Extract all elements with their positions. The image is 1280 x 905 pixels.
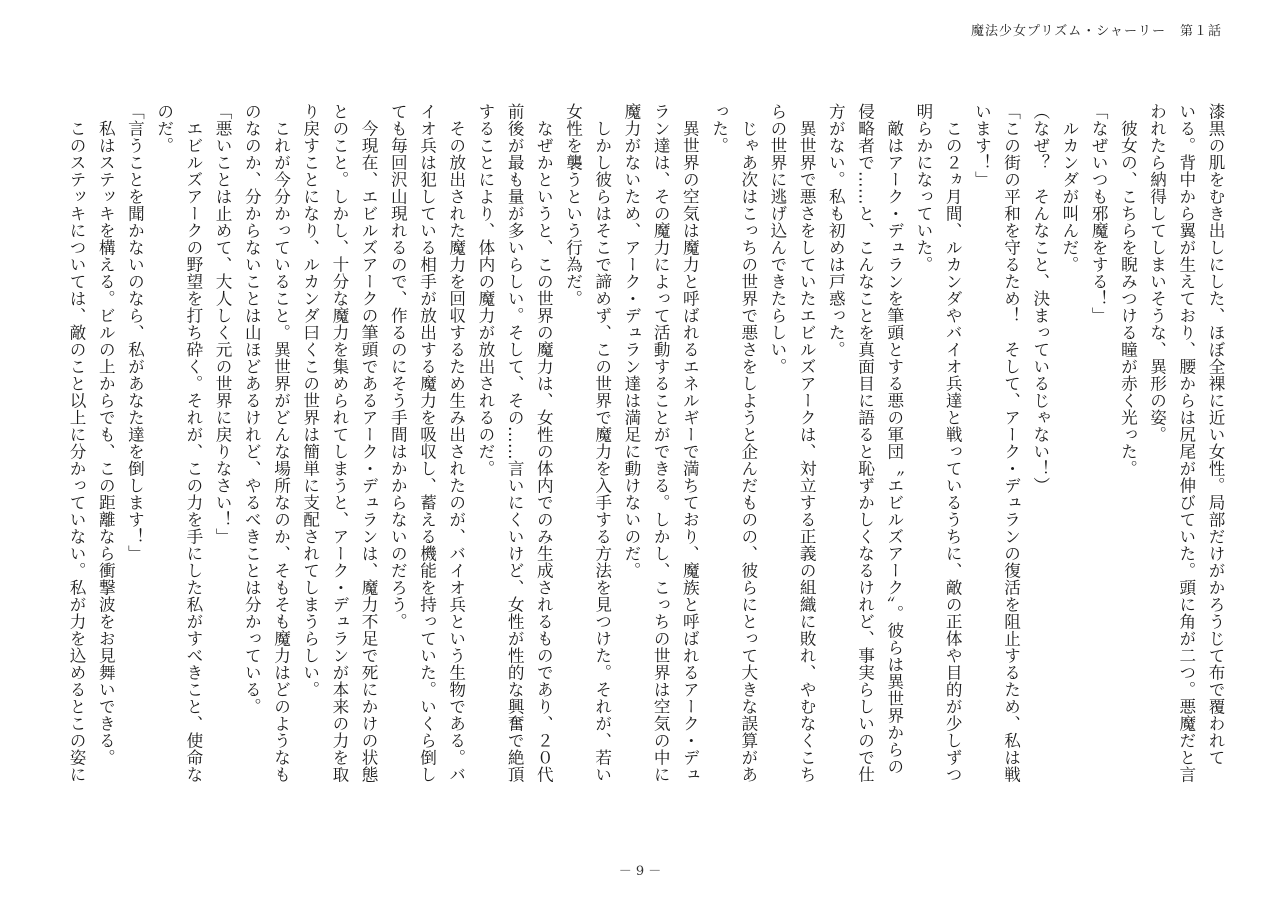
text-line: ルカンダが叫んだ。 bbox=[1059, 103, 1079, 273]
text-line: することにより、体内の魔力が放出されるのだ。 bbox=[475, 103, 495, 477]
text-line: 敵はアーク・デュランを筆頭とする悪の軍団〝エビルズアーク〟。彼らは異世界からの bbox=[884, 103, 904, 775]
text-line: り戻すことになり、ルカンダ曰くこの世界は簡単に支配されてしまうらしい。 bbox=[300, 103, 320, 698]
text-line: 「なぜいつも邪魔をする！」 bbox=[1089, 103, 1109, 324]
text-line: なぜかというと、この世界の魔力は、女性の体内でのみ生成されるものであり、２０代 bbox=[534, 103, 554, 783]
text-line: この２ヵ月間、ルカンダやバイオ兵達と戦っているうちに、敵の正体や目的が少しずつ bbox=[943, 103, 963, 783]
text-line: 異世界の空気は魔力と呼ばれるエネルギーで満ちており、魔族と呼ばれるアーク・デュ bbox=[680, 103, 700, 783]
text-line: しかし彼らはそこで諦めず、この世界で魔力を入手する方法を見つけた。それが、若い bbox=[592, 103, 612, 783]
vertical-body-text bbox=[50, 103, 1230, 803]
text-line: 女性を襲うという行為だ。 bbox=[563, 103, 583, 307]
text-line: 私はステッキを構える。ビルの上からでも、この距離なら衝撃波をお見舞いできる。 bbox=[96, 103, 116, 766]
text-line: 前後が最も量が多いらしい。そして、その……言いにくいけど、女性が性的な興奮で絶頂 bbox=[505, 103, 525, 783]
text-line: このステッキについては、敵のこと以上に分かっていない。私が力を込めるとこの姿に bbox=[67, 103, 87, 783]
running-header bbox=[971, 20, 1222, 39]
text-line: 漆黒の肌をむき出しにした、ほぼ全裸に近い女性。局部だけがかろうじて布で覆われて bbox=[1206, 103, 1225, 766]
text-line: 明らかになっていた。 bbox=[913, 103, 933, 273]
text-line: のなのか、分からないことは山ほどあるけれど、やるべきことは分かっている。 bbox=[242, 103, 262, 715]
text-line: じゃあ次はこっちの世界で悪さをしようと企んだものの、彼らにとって大きな誤算があ bbox=[738, 103, 758, 783]
text-line: 今現在、エビルズアークの筆頭であるアーク・デュランは、魔力不足で死にかけの状態 bbox=[359, 103, 379, 783]
text-line: われたら納得してしまいそうな、異形の姿。 bbox=[1147, 103, 1167, 443]
text-line: ても毎回沢山現れるので、作るのにそう手間はかからないのだろう。 bbox=[388, 103, 408, 630]
text-line: 異世界で悪さをしていたエビルズアークは、対立する正義の組織に敗れ、やむなくこち bbox=[797, 103, 817, 783]
text-line: 「悪いことは止めて、大人しく元の世界に戻りなさい！」 bbox=[213, 103, 233, 545]
text-line: とのこと。しかし、十分な魔力を集められてしまうと、アーク・デュランが本来の力を取 bbox=[329, 103, 349, 783]
text-line: います！」 bbox=[972, 103, 992, 188]
text-line: 彼女の、こちらを睨みつける瞳が赤く光った。 bbox=[1118, 103, 1138, 477]
book-title: 魔法少女プリズム・シャーリー bbox=[971, 24, 1166, 39]
text-line: った。 bbox=[709, 103, 729, 154]
text-line: らの世界に逃げ込んできたらしい。 bbox=[767, 103, 787, 375]
text-line: いる。背中から翼が生えており、腰からは尻尾が伸びていた。頭に角が二つ。悪魔だと言 bbox=[1176, 103, 1196, 783]
text-line: 侵略者で……と、こんなことを真面目に語ると恥ずかしくなるけれど、事実らしいので仕 bbox=[855, 103, 875, 783]
text-line: 「この街の平和を守るため！ そして、アーク・デュランの復活を阻止するため、私は戦 bbox=[1001, 103, 1021, 783]
text-line: イオ兵は犯している相手が放出する魔力を吸収し、蓄える機能を持っていた。いくら倒し bbox=[417, 103, 437, 783]
text-line: エビルズアークの野望を打ち砕く。それが、この力を手にした私がすべきこと、使命な bbox=[183, 103, 203, 783]
text-line: のだ。 bbox=[154, 103, 174, 154]
page-number: － 9 － bbox=[618, 864, 662, 879]
text-line: その放出された魔力を回収するため生み出されたのが、バイオ兵という生物である。バ bbox=[446, 103, 466, 783]
text-line: 方がない。私も初めは戸惑った。 bbox=[826, 103, 846, 358]
text-line: ラン達は、その魔力によって活動することができる。しかし、こっちの世界は空気の中に bbox=[651, 103, 671, 783]
chapter-label: 第１話 bbox=[1179, 24, 1222, 39]
text-line: これが今分かっていること。異世界がどんな場所なのか、そもそも魔力はどのようなも bbox=[271, 103, 291, 783]
text-line: 魔力がないため、アーク・デュラン達は満足に動けないのだ。 bbox=[621, 103, 641, 579]
text-line: （なぜ？ そんなこと、決まっているじゃない！） bbox=[1030, 103, 1050, 494]
text-line: 「言うことを聞かないのなら、私があなた達を倒します！」 bbox=[125, 103, 145, 562]
